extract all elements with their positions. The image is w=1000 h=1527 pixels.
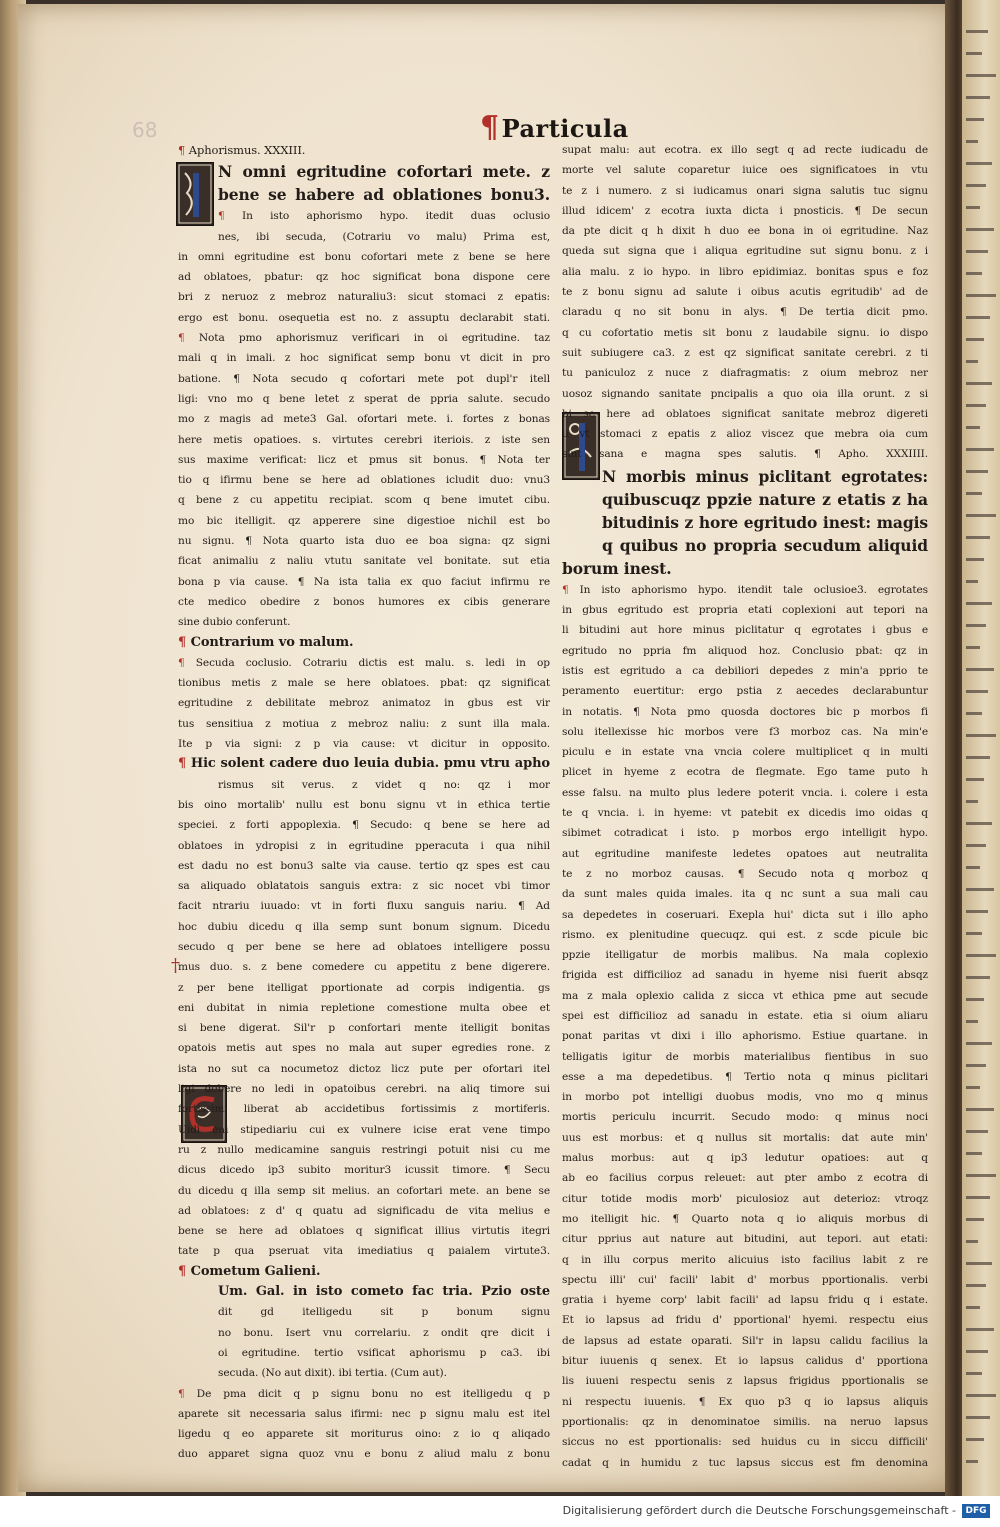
- dfg-logo: DFG: [962, 1504, 990, 1518]
- text-line: esse falsu. na multo plus ledere poterit vncia. i. colere i esta: [562, 786, 928, 799]
- text-line: cadat q in humidu z tuc lapsus siccus est fm denomina: [562, 1456, 928, 1469]
- text-line: in omni egritudine est bonu cofortari mete z bene se here: [178, 250, 550, 263]
- next-page-text-fragment: [966, 1262, 992, 1265]
- text-line: ¶ Secuda coclusio. Cotrariu dictis est malu. s. ledi in op: [178, 656, 550, 669]
- next-page-text-fragment: [966, 1042, 992, 1045]
- next-page-text-fragment: [966, 404, 986, 407]
- text-line: dicus dicedo ip3 subito moritur3 icussit timore. ¶ Secu: [178, 1164, 550, 1177]
- next-page-text-fragment: [966, 1064, 986, 1067]
- next-page-text-fragment: [966, 844, 986, 847]
- text-line: te z i numero. z si iudicamus onari signa salutis tuc signu: [562, 184, 928, 197]
- text-line: bene se habere ad oblationes bonu3.: [218, 185, 550, 205]
- text-line: te z no morboz causas. ¶ Secudo nota q morboz q: [562, 867, 928, 880]
- next-page-text-fragment: [966, 822, 992, 825]
- next-page-text-fragment: [966, 976, 990, 979]
- text-line: facit ntrariu iuuado: vt in forti fluxu sanguis nariu. ¶ Ad: [178, 900, 550, 913]
- next-page-text-fragment: [966, 778, 984, 781]
- right-text-column: [562, 140, 928, 1473]
- next-page-text-fragment: [966, 206, 980, 209]
- text-line: egritudo no ppria fm aliquod hoz. Conclusio pbat: qz in: [562, 644, 928, 657]
- text-line: bene se here ad oblatoes q significat illius virtutis itegri: [178, 1225, 550, 1238]
- next-page-text-fragment: [966, 470, 988, 473]
- text-line: frigida est difficilioz ad sanadu in hyeme nisi fuerit absqz: [562, 969, 928, 982]
- text-line: spei est difficilioz ad sanadu in estate. etia si oium aliaru: [562, 1009, 928, 1022]
- text-line: ligi: vno mo q bene letet z sperat de ppria salute. secudo: [178, 392, 550, 405]
- next-page-text-fragment: [966, 998, 984, 1001]
- text-line: da sunt males quida imales. ita q nc sunt a sua mali cau: [562, 888, 928, 901]
- text-line: q bene z cu appetitu recipiat. scom q bene imutet cibu.: [178, 494, 550, 507]
- pilcrow-mark: ¶: [178, 634, 187, 650]
- text-line: sa depedetes in coseruari. Exepla hui' dicta sut i illo apho: [562, 908, 928, 921]
- text-line: gratia i hyeme corp' labit facili' ad lapsu fridu q i estate.: [562, 1294, 928, 1307]
- next-page-edge: [962, 0, 1000, 1496]
- text-line: dit gd itelligedu sit p bonum signu: [218, 1306, 550, 1319]
- text-line: tio q ifirmu bene se here ad oblationes icludit duo: vnu3: [178, 474, 550, 487]
- text-line: q quibus no propria secudum aliquid: [602, 535, 928, 555]
- text-line: est dadu no est bonu3 salte via cause. tertio qz spes est cau: [178, 859, 550, 872]
- text-line: lis iuueni respectu senis z lapsus frigidus pportionalis se: [562, 1375, 928, 1388]
- text-line: queda sut signa que i aliqua egritudine sut signu bonu. z i: [562, 245, 928, 258]
- next-page-text-fragment: [966, 1108, 994, 1111]
- next-page-text-fragment: [966, 910, 988, 913]
- text-line: bri z neruoz z mebroz naturaliu3: sicut stomaci z epatis:: [178, 291, 550, 304]
- text-line: bitudinis z hore egritudo inest: magis: [602, 512, 928, 532]
- next-page-text-fragment: [966, 1174, 996, 1177]
- next-page-text-fragment: [966, 140, 978, 143]
- next-page-text-fragment: [966, 118, 984, 121]
- text-line: bi se here ad oblatoes significat sanitate mebroz digereti: [562, 407, 928, 420]
- next-page-text-fragment: [966, 602, 992, 605]
- next-page-text-fragment: [966, 514, 996, 517]
- pilcrow-mark: ¶: [178, 1263, 187, 1279]
- page-heading: [480, 110, 640, 144]
- text-line: opatois metis aut spes no mala aut super egredies rone. z: [178, 1042, 550, 1055]
- next-page-text-fragment: [966, 1438, 984, 1441]
- next-page-text-fragment: [966, 1416, 990, 1419]
- next-page-text-fragment: [966, 316, 990, 319]
- text-line: ¶ Contrarium vo malum.: [178, 634, 354, 650]
- text-line: rismus sit verus. z videt q no: qz i mor: [218, 778, 550, 791]
- text-line: pportionalis: qz in denominatoe similis. na neruo lapsus: [562, 1415, 928, 1428]
- next-page-text-fragment: [966, 492, 982, 495]
- text-line: ni respectu iuuenis. ¶ Ex quo p3 q io lapsus aliquis: [562, 1395, 928, 1408]
- text-line: du dicedu q illa semp sit melius. an cofortari mete. an bene se: [178, 1184, 550, 1197]
- text-line: plicet in hyeme z ecotra de flegmate. Ego tame puto h: [562, 766, 928, 779]
- text-line: sine dubio conferunt.: [178, 616, 291, 629]
- next-page-text-fragment: [966, 646, 980, 649]
- text-line: malus morbus: aut q ip3 ledutur opatioes: aut q: [562, 1152, 928, 1165]
- text-line: morte vel salute coparetur iuice oes significatoes in vtu: [562, 164, 928, 177]
- text-line: suit subiugere ca3. z est qz significat sanitate cerebri. z ti: [562, 346, 928, 359]
- text-line: sibimet cotradicat i isto. p morbos ergo intelligit hypo.: [562, 827, 928, 840]
- text-line: u vt stomaci z epatis z alioz viscez que mebra oia cum: [562, 428, 928, 441]
- text-line: nu signu. ¶ Nota quarto ista duo ee boa signa: qz signi: [178, 535, 550, 548]
- text-line: nes, ibi secuda, (Cotrariu vo malu) Prima est,: [218, 230, 550, 243]
- text-line: li bitudini aut hore minus piclitatur q egrotates i gbus e: [562, 624, 928, 637]
- next-page-text-fragment: [966, 888, 994, 891]
- text-line: tu paniculoz z nuce z diafragmatis: z oium mebroz ner: [562, 367, 928, 380]
- text-line: Ite p via signi: z p via cause: vt dicitur in opposito.: [178, 738, 550, 751]
- heading-text: Particula: [501, 114, 629, 143]
- text-line: duo apparet signa quoz vnu e bonu z aliud malu z bonu: [178, 1448, 550, 1461]
- text-line: z per bene itelligat pportionate ad corpis indigentia. gs: [178, 981, 550, 994]
- text-line: mo z magis ad mete3 Gal. ofortari mete. i. fortes z bonas: [178, 413, 550, 426]
- faded-folio-mark: 68: [132, 118, 158, 142]
- text-line: hoc dubiu dicedu q illa semp sunt bonum signum. Dicedu: [178, 920, 550, 933]
- text-line: quibuscuqz ppzie nature z etatis z ha: [602, 489, 928, 509]
- digitization-footer: [0, 1496, 1000, 1527]
- next-page-text-fragment: [966, 426, 980, 429]
- heading-pilcrow: ¶: [480, 110, 500, 145]
- next-page-text-fragment: [966, 228, 994, 231]
- text-line: ¶ In isto aphorismo hypo. itedit duas oclusio: [218, 210, 550, 223]
- text-line: bis oino mortalib' nullu est bonu signu vt in ethica tertie: [178, 798, 550, 811]
- text-line: tus sensitiua z motiua z mebroz naliu: z sunt illa mala.: [178, 717, 550, 730]
- next-page-text-fragment: [966, 1350, 988, 1353]
- next-page-text-fragment: [966, 294, 996, 297]
- text-line: mo bic itelligit. qz apperere sine digestioe nichil est bo: [178, 514, 550, 527]
- text-line: Um. Gal. in isto cometo fac tria. Pzio oste: [218, 1284, 550, 1300]
- next-page-text-fragment: [966, 272, 982, 275]
- text-line: ficat animaliu z naliu vtutu sanitate vel bonitate. sut etia: [178, 555, 550, 568]
- pilcrow-mark: ¶: [562, 583, 569, 596]
- next-page-text-fragment: [966, 712, 982, 715]
- pilcrow-mark: ¶: [218, 210, 225, 223]
- text-line: te q vncia. i. in hyeme: vt patebit ex dicedis imo oidas q: [562, 807, 928, 820]
- next-page-text-fragment: [966, 1460, 978, 1463]
- next-page-text-fragment: [966, 30, 988, 33]
- text-line: citur totide modis morb' piculosioz aut deterioz: vtroqz: [562, 1192, 928, 1205]
- text-line: peramento euertitur: ergo pstia z aecedes declarabuntur: [562, 685, 928, 698]
- text-line: ru z nullo medicamine sanguis restringi potuit nisi cu me: [178, 1143, 550, 1156]
- pilcrow-mark: ¶: [178, 656, 185, 669]
- text-line: Et io lapsus ad fridu d' pportional' hyemi. respectu eius: [562, 1314, 928, 1327]
- pilcrow-mark: ¶: [178, 1387, 185, 1400]
- text-line: tionibus metis z male se here oblatoes. pbat: qz significat: [178, 677, 550, 690]
- text-line: rismo. ex plenitudine quecuqz. qui est. z scde picule bic: [562, 928, 928, 941]
- text-line: oi egritudine. tertio vsificat aphorismu p ca3. ibi: [218, 1346, 550, 1359]
- pilcrow-mark: ¶: [178, 143, 186, 157]
- next-page-text-fragment: [966, 932, 982, 935]
- text-line: egritudine z debilitate mebroz animatoz in gbus est vir: [178, 697, 550, 710]
- text-line: claradu q no sit bonu in alys. ¶ De tertia dicit pmo.: [562, 306, 928, 319]
- next-page-text-fragment: [966, 1152, 982, 1155]
- next-page-text-fragment: [966, 1240, 978, 1243]
- text-line: q in illu corpus merito alicuius isto facilius labit z re: [562, 1253, 928, 1266]
- text-line: sus maxime verificat: licz et pmus sit bonus. ¶ Nota ter: [178, 453, 550, 466]
- next-page-text-fragment: [966, 1196, 990, 1199]
- text-line: ¶ Nota pmo aphorismuz verificari in oi egritudine. taz: [178, 332, 550, 345]
- text-line: ¶ In isto aphorismo hypo. itendit tale oclusioe3. egrotates: [562, 583, 928, 596]
- text-line: da pte dicit q h dixit h duo ee bona in oi egritudine. Naz: [562, 225, 928, 238]
- text-line: illud idicem' z ecotra iuxta dicta i pnosticis. ¶ De secun: [562, 204, 928, 217]
- text-line: uus est morbus: et q nullus sit mortalis: dat aute min': [562, 1131, 928, 1144]
- text-line: aparete sit necessaria salus ifirmi: nec p signu malu est itel: [178, 1407, 550, 1420]
- text-line: eni dubitat in nimia repletione comestione multa obee et: [178, 1001, 550, 1014]
- text-line: si bene digerat. Sil'r p confortari mente itelligit bonitas: [178, 1022, 550, 1035]
- text-line: ab eo facilius corpus releuet: aut pter ambo z ecotra di: [562, 1172, 928, 1185]
- text-line: mo itelligit hic. ¶ Quarto nota q io aliquis morbus di: [562, 1212, 928, 1225]
- text-line: oblatoes in ydropisi z in egritudine pperacuta i qua nihil: [178, 839, 550, 852]
- next-page-text-fragment: [966, 536, 990, 539]
- text-line: batione. ¶ Nota secudo q cofortari mete pot dupl'r itell: [178, 372, 550, 385]
- next-page-text-fragment: [966, 690, 988, 693]
- text-line: te z bonu signu ad salute i oibus acutis egritudib' ad de: [562, 286, 928, 299]
- text-line: in morbo pot intelligi duobus modis, vno mo q minus: [562, 1091, 928, 1104]
- next-page-text-fragment: [966, 52, 982, 55]
- text-line: N omni egritudine cofortari mete. z: [218, 162, 550, 182]
- text-line: spectu illi' cui' facili' labit d' morbus pportionalis. verbi: [562, 1273, 928, 1286]
- text-line: ma z mala oplexio calida z sicca vt ethica pme aut secude: [562, 989, 928, 1002]
- next-page-text-fragment: [966, 1328, 994, 1331]
- next-page-text-fragment: [966, 338, 984, 341]
- text-line: siccus no est pportionalis: sed huidus cu in siccu difficili': [562, 1436, 928, 1449]
- text-line: fortissim' liberat ab accidetibus fortissimis z mortiferis.: [178, 1103, 550, 1116]
- text-line: secuda. (No aut dixit). ibi tertia. (Cum aut).: [218, 1367, 447, 1380]
- next-page-text-fragment: [966, 558, 984, 561]
- next-page-text-fragment: [966, 96, 990, 99]
- next-page-text-fragment: [966, 580, 978, 583]
- next-page-text-fragment: [966, 1306, 980, 1309]
- pilcrow-mark: ¶: [178, 756, 187, 772]
- text-line: cte medico obedire z bonos humores ex cibis generare: [178, 595, 550, 608]
- text-line: ¶ Hic solent cadere duo leuia dubia. pmu vtru apho: [178, 756, 550, 772]
- next-page-text-fragment: [966, 1086, 980, 1089]
- text-line: ad oblatoes, pbatur: qz hoc significat bona dispone cere: [178, 271, 550, 284]
- text-line: ¶ Aphorismus. XXXIII.: [178, 143, 306, 157]
- left-text-column: [178, 140, 550, 1465]
- funding-credit: Digitalisierung gefördert durch die Deutsche Forschungsgemeinschaft -: [562, 1504, 956, 1517]
- text-line: q cu cofortatio metis sit bonu z laudabile signu. io dispo: [562, 326, 928, 339]
- text-line: no bonu. Isert vnu correlariu. z ondit qre dicit i: [218, 1326, 550, 1339]
- text-line: borum inest.: [562, 558, 672, 578]
- text-line: de lapsus ad estate oparati. Sil'r in lapsu calidu facilius la: [562, 1334, 928, 1347]
- text-line: mali q in imali. z hoc significat semp bonu vt dicit in pro: [178, 352, 550, 365]
- text-line: Uidi eni stipediariu cui ex vulnere icise erat vene timpo: [178, 1123, 550, 1136]
- text-line: bona p via cause. ¶ Na ista talia ex quo faciut infirmu re: [178, 575, 550, 588]
- pilcrow-mark: ¶: [178, 332, 185, 345]
- text-line: ponat paritas vt dixi i illo aphorismo. Estiue quartane. in: [562, 1030, 928, 1043]
- text-line: in gbus egritudo est propria etati coplexioni aut tepori na: [562, 604, 928, 617]
- text-line: tate p qua pseruat vita imediatius q paialem virtute3.: [178, 1245, 550, 1258]
- text-line: ¶ Cometum Galieni.: [178, 1263, 321, 1279]
- next-page-text-fragment: [966, 1284, 986, 1287]
- text-line: sa aliquado oblatatois sanguis extra: z sic nocet vbi timor: [178, 880, 550, 893]
- next-page-text-fragment: [966, 1394, 996, 1397]
- text-line: mus duo. s. z bene comedere cu appetitu z bene digerere.: [178, 961, 550, 974]
- text-line: ligedu q eo apparete sit moriturus oino: z io q aliqado: [178, 1428, 550, 1441]
- text-line: aut egritudine manifeste ledetes opatoes aut neutralita: [562, 847, 928, 860]
- text-line: ligi debere no ledi in opatoibus cerebri. na aliq timore sui: [178, 1083, 550, 1096]
- next-page-text-fragment: [966, 1020, 978, 1023]
- text-line: ¶ De pma dicit q p signu bonu no est itelligedu q p: [178, 1387, 550, 1400]
- text-line: speciei. z forti appoplexia. ¶ Secudo: q bene se here ad: [178, 819, 550, 832]
- text-line: sint sana e magna spes salutis. ¶ Apho. XXXIIII.: [562, 448, 928, 461]
- text-line: telligatis igitur de morbis materialibus fientibus in suo: [562, 1050, 928, 1063]
- text-line: N morbis minus piclitant egrotates:: [602, 466, 928, 486]
- next-page-text-fragment: [966, 668, 994, 671]
- text-line: ppzie itelligatur de morbis malibus. Na mala coplexio: [562, 949, 928, 962]
- next-page-text-fragment: [966, 382, 992, 385]
- text-line: bitur iuuenis q senex. Et io lapsus calidus d' pportiona: [562, 1355, 928, 1368]
- text-line: mortis periculu incurrit. Secudo modo: q minus noci: [562, 1111, 928, 1124]
- text-line: supat malu: aut ecotra. ex illo segt q ad recte iudicadu de: [562, 144, 928, 156]
- text-line: in notatis. ¶ Nota pmo quosda doctores bic p morbos fi: [562, 705, 928, 718]
- text-line: ergo est bonu. osequetia est no. z assuptu declarabit stati.: [178, 311, 550, 324]
- next-page-text-fragment: [966, 1218, 984, 1221]
- next-page-text-fragment: [966, 954, 996, 957]
- next-page-text-fragment: [966, 250, 988, 253]
- next-page-text-fragment: [966, 162, 992, 165]
- text-line: solu itellexisse hic morbos vere f3 morboz cas. Na min'e: [562, 725, 928, 738]
- margin-mark: †: [171, 955, 180, 976]
- next-page-text-fragment: [966, 74, 996, 77]
- next-page-text-fragment: [966, 866, 980, 869]
- text-line: uosoz signando sanitate pncipalis a quo oia illa orunt. z si: [562, 387, 928, 400]
- next-page-text-fragment: [966, 184, 986, 187]
- text-line: citur pprius aut nature aut bitudini, aut tepori. aut etati:: [562, 1233, 928, 1246]
- next-page-text-fragment: [966, 1372, 982, 1375]
- next-page-text-fragment: [966, 734, 996, 737]
- next-page-text-fragment: [966, 448, 994, 451]
- next-page-text-fragment: [966, 1130, 988, 1133]
- text-line: ad oblatoes: z d' q quatu ad significadu de vita melius e: [178, 1204, 550, 1217]
- next-page-text-fragment: [966, 800, 978, 803]
- text-line: alia malu. z io hypo. in libro epidimiaz. bonitas spus e foz: [562, 265, 928, 278]
- next-page-text-fragment: [966, 360, 978, 363]
- text-line: esse a ma depedetibus. ¶ Tertio nota q minus piclitari: [562, 1070, 928, 1083]
- next-page-text-fragment: [966, 624, 986, 627]
- text-line: here metis opatioes. s. virtutes cerebri iteriois. z iste sen: [178, 433, 550, 446]
- next-page-text-fragment: [966, 756, 990, 759]
- text-line: ista no sut ca nocumetoz dictoz licz pute per ofortari itel: [178, 1062, 550, 1075]
- text-line: istis est egritudo a ca debiliori depedes z min'a pprio te: [562, 664, 928, 677]
- text-line: secudo q per bene se here ad oblatoes intelligere possu: [178, 940, 550, 953]
- text-line: piculu e in estate vna vncia colere multiplicet q in multi: [562, 746, 928, 759]
